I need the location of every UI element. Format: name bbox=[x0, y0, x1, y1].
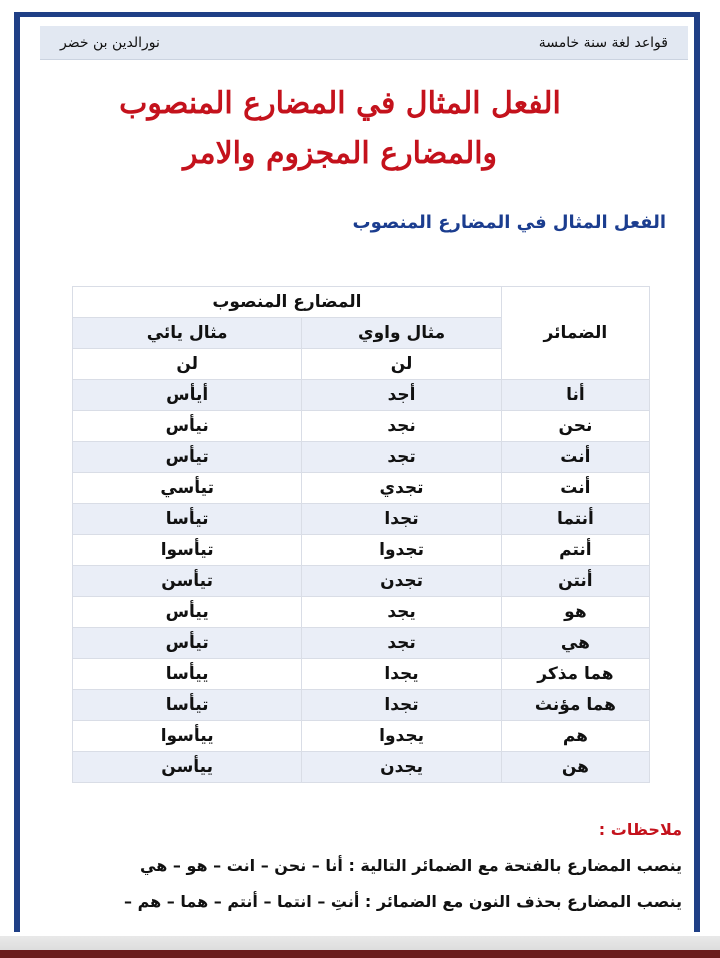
header-course: قواعد لغة سنة خامسة bbox=[538, 34, 668, 51]
table-row bbox=[73, 597, 650, 628]
table-row bbox=[73, 535, 650, 566]
waw-header: مثال واوي bbox=[302, 318, 502, 349]
ya-cell: نيأس bbox=[73, 411, 302, 442]
pronoun-cell: هن bbox=[501, 752, 649, 783]
ya-cell: ييأسوا bbox=[73, 721, 302, 752]
pronoun-cell: أنتن bbox=[501, 566, 649, 597]
waw-cell: تجدا bbox=[302, 504, 502, 535]
pronouns-header: الضمائر bbox=[501, 287, 649, 380]
waw-cell: يجدا bbox=[302, 659, 502, 690]
frame-top-border bbox=[14, 12, 700, 17]
ya-cell: تيأسوا bbox=[73, 535, 302, 566]
pronoun-cell: هي bbox=[501, 628, 649, 659]
frame-left-border bbox=[14, 12, 20, 932]
ya-cell: تيأسا bbox=[73, 690, 302, 721]
waw-cell: تجدا bbox=[302, 690, 502, 721]
table-row bbox=[73, 566, 650, 597]
frame-right-border bbox=[694, 12, 700, 932]
pronoun-cell: هو bbox=[501, 597, 649, 628]
pronoun-cell: أنتم bbox=[501, 535, 649, 566]
ya-cell: ييأس bbox=[73, 597, 302, 628]
conjugation-table bbox=[72, 286, 650, 783]
waw-cell: نجد bbox=[302, 411, 502, 442]
table-row bbox=[73, 380, 650, 411]
table-row bbox=[73, 752, 650, 783]
ya-cell: ييأسن bbox=[73, 752, 302, 783]
ya-cell: تيأسي bbox=[73, 473, 302, 504]
waw-cell: يجدوا bbox=[302, 721, 502, 752]
waw-cell: تجد bbox=[302, 628, 502, 659]
particle-waw: لن bbox=[302, 349, 502, 380]
waw-cell: أجد bbox=[302, 380, 502, 411]
ya-cell: تيأسا bbox=[73, 504, 302, 535]
bottom-border-line bbox=[0, 950, 720, 958]
pronoun-cell: هم bbox=[501, 721, 649, 752]
header-bar bbox=[40, 26, 688, 60]
table-row bbox=[73, 721, 650, 752]
page-title-line2: والمضارع المجزوم والامر bbox=[182, 136, 498, 171]
section-subtitle: الفعل المثال في المضارع المنصوب bbox=[352, 212, 666, 233]
ya-cell: تيأس bbox=[73, 628, 302, 659]
ya-cell: تيأسن bbox=[73, 566, 302, 597]
ya-header: مثال يائي bbox=[73, 318, 302, 349]
page-title-line1: الفعل المثال في المضارع المنصوب bbox=[119, 86, 561, 121]
note-line-2: ينصب المضارع بحذف النون مع الضمائر : أنتِ – انتما – أنتم – هما – هم – bbox=[124, 892, 682, 911]
pronoun-cell: أنت bbox=[501, 442, 649, 473]
group-header: المضارع المنصوب bbox=[73, 287, 502, 318]
table-row bbox=[73, 442, 650, 473]
pronoun-cell: نحن bbox=[501, 411, 649, 442]
pronoun-cell: أنت bbox=[501, 473, 649, 504]
waw-cell: تجدن bbox=[302, 566, 502, 597]
table-row bbox=[73, 473, 650, 504]
waw-cell: تجد bbox=[302, 442, 502, 473]
note-line-1: ينصب المضارع بالفتحة مع الضمائر التالية : أنا – نحن – انت – هو – هي bbox=[140, 856, 682, 875]
table-row bbox=[73, 659, 650, 690]
table-row bbox=[73, 411, 650, 442]
notes-title: ملاحظات : bbox=[598, 820, 682, 839]
pronoun-cell: هما مؤنث bbox=[501, 690, 649, 721]
pronoun-cell: أنا bbox=[501, 380, 649, 411]
ya-cell: ييأسا bbox=[73, 659, 302, 690]
particle-ya: لن bbox=[73, 349, 302, 380]
waw-cell: يجدن bbox=[302, 752, 502, 783]
ya-cell: تيأس bbox=[73, 442, 302, 473]
table-row bbox=[73, 690, 650, 721]
waw-cell: يجد bbox=[302, 597, 502, 628]
ya-cell: أيأس bbox=[73, 380, 302, 411]
pronoun-cell: أنتما bbox=[501, 504, 649, 535]
waw-cell: تجدي bbox=[302, 473, 502, 504]
waw-cell: تجدوا bbox=[302, 535, 502, 566]
pronoun-cell: هما مذكر bbox=[501, 659, 649, 690]
table-row bbox=[73, 628, 650, 659]
header-author: نورالدين بن خضر bbox=[60, 34, 160, 51]
table-row bbox=[73, 504, 650, 535]
